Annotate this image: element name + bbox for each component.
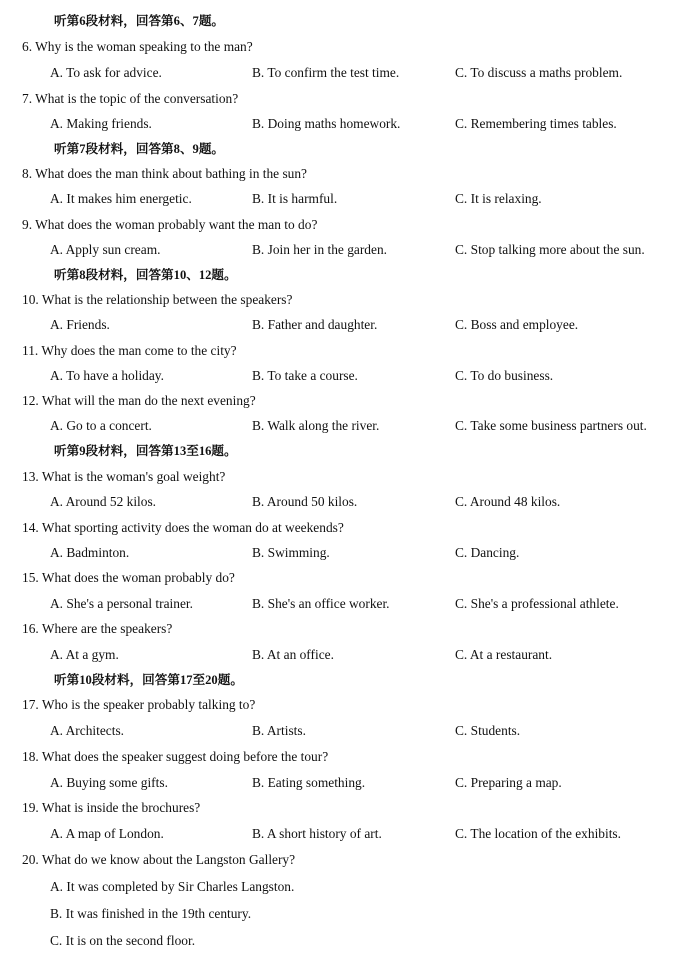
option-b: B. To take a course. <box>252 368 358 383</box>
option-c: C. To discuss a maths problem. <box>455 65 623 80</box>
question-stem: 9. What does the woman probably want the man to do? <box>22 217 318 232</box>
options-row <box>0 188 692 210</box>
option-c: C. Stop talking more about the sun. <box>455 242 645 257</box>
question-stem: 7. What is the topic of the conversation? <box>22 91 239 106</box>
option-a: A. Making friends. <box>50 116 152 131</box>
option-a: A. She's a personal trainer. <box>50 596 193 611</box>
option-b: B. Join her in the garden. <box>252 242 387 257</box>
option-a: A. It makes him energetic. <box>50 191 192 206</box>
option-c: C. At a restaurant. <box>455 647 553 662</box>
question-stem: 14. What sporting activity does the woman do at weekends? <box>22 520 344 535</box>
options-row <box>0 365 692 387</box>
option-b: B. At an office. <box>252 647 334 662</box>
option-c: C. To do business. <box>455 368 554 383</box>
section-heading: 听第9段材料，回答第13至16题。 <box>54 444 237 458</box>
option-c: C. Remembering times tables. <box>455 116 617 131</box>
option-c: C. The location of the exhibits. <box>455 826 621 841</box>
option-c: C. Around 48 kilos. <box>455 494 561 509</box>
option-a: A. At a gym. <box>50 647 119 662</box>
option-a: A. To have a holiday. <box>50 368 164 383</box>
option-b: B. Father and daughter. <box>252 317 378 332</box>
options-row <box>0 491 692 513</box>
option-b: B. Doing maths homework. <box>252 116 401 131</box>
options-row <box>0 823 692 845</box>
option-b: B. She's an office worker. <box>252 596 390 611</box>
question-stem: 19. What is inside the brochures? <box>22 800 201 815</box>
options-row <box>0 644 692 666</box>
option-c: C. Preparing a map. <box>455 775 562 790</box>
options-row <box>0 415 692 437</box>
option-a: A. Buying some gifts. <box>50 775 168 790</box>
section-heading: 听第6段材料，回答第6、7题。 <box>54 14 225 28</box>
options-row <box>0 720 692 742</box>
option-c: C. It is relaxing. <box>455 191 542 206</box>
question-stem: 6. Why is the woman speaking to the man? <box>22 39 253 54</box>
option-a: A. Around 52 kilos. <box>50 494 157 509</box>
question-stem: 16. Where are the speakers? <box>22 621 173 636</box>
question-stem: 11. Why does the man come to the city? <box>22 343 237 358</box>
option-c: C. It is on the second floor. <box>50 933 196 948</box>
option-c: C. Boss and employee. <box>455 317 579 332</box>
option-b: B. It is harmful. <box>252 191 338 206</box>
question-stem: 10. What is the relationship between the speakers? <box>22 292 293 307</box>
option-c: C. Dancing. <box>455 545 520 560</box>
question-stem: 18. What does the speaker suggest doing before the tour? <box>22 749 329 764</box>
option-a: A. Badminton. <box>50 545 130 560</box>
section-heading: 听第10段材料，回答第17至20题。 <box>54 673 243 687</box>
option-a: A. Go to a concert. <box>50 418 152 433</box>
question-stem: 20. What do we know about the Langston Gallery? <box>22 852 296 867</box>
option-c: C. Students. <box>455 723 521 738</box>
question-stem: 17. Who is the speaker probably talking to? <box>22 697 256 712</box>
option-b: B. Walk along the river. <box>252 418 380 433</box>
question-stem: 13. What is the woman's goal weight? <box>22 469 226 484</box>
section-heading: 听第7段材料，回答第8、9题。 <box>54 142 225 156</box>
question-stem: 12. What will the man do the next evening? <box>22 393 256 408</box>
question-stem: 8. What does the man think about bathing in the sun? <box>22 166 307 181</box>
question-stem: 15. What does the woman probably do? <box>22 570 235 585</box>
option-c: C. Take some business partners out. <box>455 418 647 433</box>
options-row <box>0 772 692 794</box>
options-row <box>0 239 692 261</box>
option-a: A. Architects. <box>50 723 125 738</box>
option-b: B. Artists. <box>252 723 306 738</box>
options-row <box>0 314 692 336</box>
options-row <box>0 542 692 564</box>
section-heading: 听第8段材料，回答第10、12题。 <box>54 268 237 282</box>
option-a: A. It was completed by Sir Charles Langston. <box>50 879 295 894</box>
option-a: A. A map of London. <box>50 826 164 841</box>
option-a: A. Apply sun cream. <box>50 242 161 257</box>
options-row <box>0 593 692 615</box>
option-b: B. Swimming. <box>252 545 330 560</box>
options-row <box>0 113 692 135</box>
option-b: B. It was finished in the 19th century. <box>50 906 252 921</box>
option-b: B. To confirm the test time. <box>252 65 400 80</box>
option-b: B. A short history of art. <box>252 826 382 841</box>
option-a: A. Friends. <box>50 317 110 332</box>
option-b: B. Around 50 kilos. <box>252 494 358 509</box>
options-row <box>0 62 692 84</box>
option-c: C. She's a professional athlete. <box>455 596 619 611</box>
option-b: B. Eating something. <box>252 775 366 790</box>
option-a: A. To ask for advice. <box>50 65 162 80</box>
